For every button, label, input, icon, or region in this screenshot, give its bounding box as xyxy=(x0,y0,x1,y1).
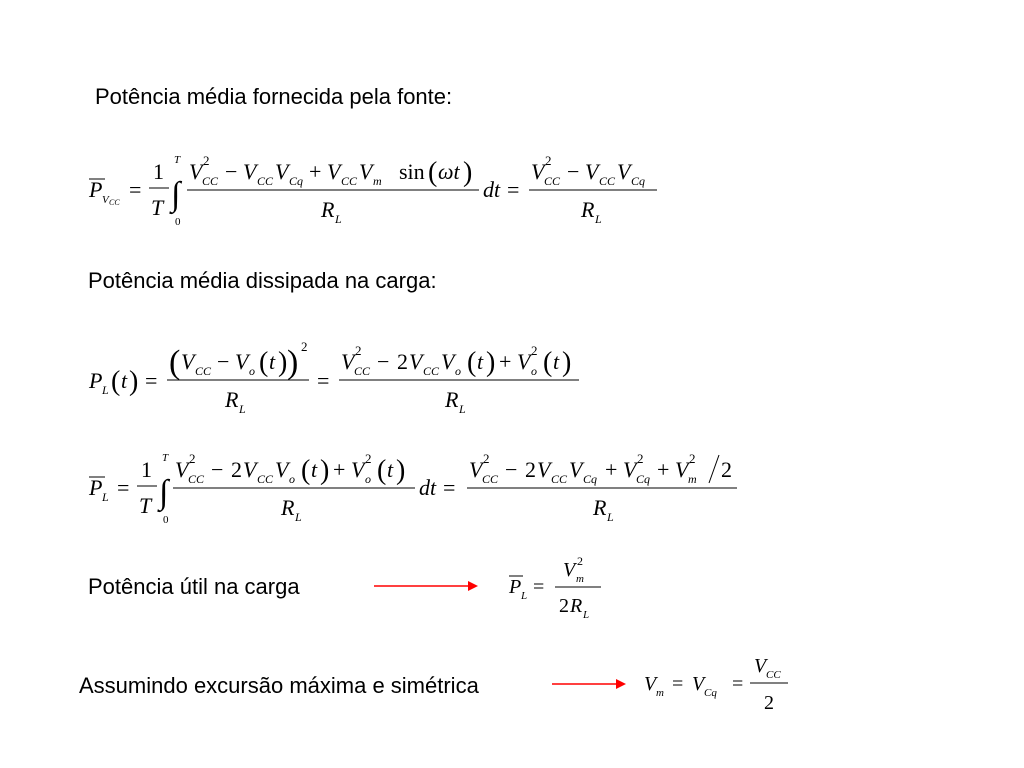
svg-text:CC: CC xyxy=(257,472,274,486)
svg-text:=: = xyxy=(533,576,545,598)
svg-text:2: 2 xyxy=(355,343,362,358)
heading-useful-power: Potência útil na carga xyxy=(88,574,300,599)
svg-text:=: = xyxy=(129,177,142,202)
svg-text:V: V xyxy=(275,159,289,184)
svg-text:−: − xyxy=(377,349,390,374)
svg-text:1: 1 xyxy=(153,159,164,184)
svg-text:CC: CC xyxy=(551,472,568,486)
svg-text:(: ( xyxy=(543,347,553,378)
svg-text:2: 2 xyxy=(721,457,732,482)
svg-text:m: m xyxy=(656,687,664,699)
svg-text:2: 2 xyxy=(483,451,490,466)
svg-text:CC: CC xyxy=(202,174,219,188)
svg-text:t: t xyxy=(311,457,318,482)
svg-text:Cq: Cq xyxy=(583,472,598,486)
svg-text:R: R xyxy=(581,197,595,222)
svg-text:): ) xyxy=(463,157,473,188)
arrow-right-icon xyxy=(372,579,482,593)
svg-text:V: V xyxy=(441,349,455,374)
svg-text:R: R xyxy=(570,595,583,617)
svg-text:V: V xyxy=(235,349,249,374)
svg-text:2: 2 xyxy=(577,556,583,568)
svg-text:∫: ∫ xyxy=(171,176,181,213)
svg-text:V: V xyxy=(275,457,289,482)
svg-text:CC: CC xyxy=(599,174,616,188)
svg-text:CC: CC xyxy=(354,364,371,378)
svg-text:P: P xyxy=(509,576,522,598)
heading-max-excursion: Assumindo excursão máxima e simétrica xyxy=(79,673,479,698)
svg-text:Cq: Cq xyxy=(289,174,304,188)
svg-text:T: T xyxy=(162,452,169,464)
svg-text:2: 2 xyxy=(689,451,696,466)
svg-text:P: P xyxy=(89,475,103,500)
svg-text:2: 2 xyxy=(764,692,774,714)
svg-text:=: = xyxy=(732,673,744,695)
svg-text:CC: CC xyxy=(188,472,205,486)
svg-text:): ) xyxy=(287,344,299,381)
svg-text:dt: dt xyxy=(483,177,501,202)
svg-text:L: L xyxy=(295,510,302,524)
eq5-glyphs xyxy=(644,655,788,714)
svg-text:−: − xyxy=(505,457,518,482)
svg-text:=: = xyxy=(443,475,456,500)
svg-text:t: t xyxy=(269,349,276,374)
svg-text:t: t xyxy=(387,457,394,482)
svg-text:T: T xyxy=(151,195,164,220)
svg-text:CC: CC xyxy=(195,364,212,378)
svg-text:(: ( xyxy=(301,455,311,486)
svg-text:V: V xyxy=(351,457,365,482)
svg-text:): ) xyxy=(129,366,139,397)
svg-text:Cq: Cq xyxy=(636,472,651,486)
svg-text:V: V xyxy=(754,655,767,677)
svg-text:L: L xyxy=(521,590,528,602)
svg-text:L: L xyxy=(335,212,342,226)
equation-source-average-power xyxy=(85,145,685,235)
svg-text:t: t xyxy=(121,368,128,393)
svg-text:CC: CC xyxy=(257,174,274,188)
svg-text:2: 2 xyxy=(531,343,538,358)
svg-text:m: m xyxy=(373,174,382,188)
eq2-glyphs xyxy=(88,339,579,416)
svg-text:L: L xyxy=(102,490,109,504)
svg-text:V: V xyxy=(563,559,576,581)
svg-text:2: 2 xyxy=(545,153,552,168)
svg-text:V: V xyxy=(644,673,657,695)
svg-text:L: L xyxy=(583,609,590,621)
svg-text:V: V xyxy=(469,457,483,482)
svg-text:CC: CC xyxy=(341,174,358,188)
svg-text:m: m xyxy=(576,573,584,585)
svg-text:Cq: Cq xyxy=(631,174,646,188)
svg-text:sin: sin xyxy=(399,159,425,184)
svg-text:(: ( xyxy=(169,344,181,381)
svg-text:=: = xyxy=(117,475,130,500)
svg-text:2: 2 xyxy=(637,451,644,466)
equation-useful-power xyxy=(505,556,615,626)
svg-text:2: 2 xyxy=(231,457,242,482)
svg-text:+: + xyxy=(499,349,512,374)
svg-text:V: V xyxy=(327,159,341,184)
svg-text:V: V xyxy=(102,194,109,206)
svg-text:R: R xyxy=(281,495,295,520)
svg-text:): ) xyxy=(562,347,572,378)
svg-text:V: V xyxy=(175,457,189,482)
svg-text:R: R xyxy=(321,197,335,222)
svg-text:(: ( xyxy=(377,455,387,486)
svg-text:+: + xyxy=(309,159,322,184)
svg-text:=: = xyxy=(145,368,158,393)
svg-text:2: 2 xyxy=(189,451,196,466)
svg-text:0: 0 xyxy=(163,514,169,526)
svg-text:V: V xyxy=(243,159,257,184)
equation-load-average-power xyxy=(85,447,765,537)
svg-text:V: V xyxy=(359,159,373,184)
svg-text:=: = xyxy=(317,368,330,393)
svg-text:2: 2 xyxy=(397,349,408,374)
svg-text:): ) xyxy=(278,347,288,378)
svg-text:(: ( xyxy=(428,157,438,188)
svg-text:m: m xyxy=(688,472,697,486)
svg-text:): ) xyxy=(396,455,406,486)
svg-text:o: o xyxy=(531,364,537,378)
svg-text:t: t xyxy=(477,349,484,374)
svg-text:L: L xyxy=(607,510,614,524)
svg-text:V: V xyxy=(341,349,355,374)
svg-text:−: − xyxy=(567,159,580,184)
svg-text:V: V xyxy=(569,457,583,482)
svg-text:V: V xyxy=(617,159,631,184)
svg-text:−: − xyxy=(225,159,238,184)
svg-text:R: R xyxy=(445,387,459,412)
svg-text:o: o xyxy=(289,472,295,486)
svg-text:V: V xyxy=(623,457,637,482)
eq4-glyphs xyxy=(508,556,601,621)
svg-text:V: V xyxy=(517,349,531,374)
equation-load-instant-power xyxy=(85,333,605,423)
svg-text:CC: CC xyxy=(109,198,120,207)
svg-text:−: − xyxy=(211,457,224,482)
svg-text:(: ( xyxy=(259,347,269,378)
svg-text:o: o xyxy=(365,472,371,486)
svg-text:): ) xyxy=(320,455,330,486)
svg-text:V: V xyxy=(692,673,705,695)
arrow-right-icon xyxy=(550,677,630,691)
svg-text:V: V xyxy=(243,457,257,482)
svg-text:V: V xyxy=(531,159,545,184)
svg-text:R: R xyxy=(225,387,239,412)
svg-text:∫: ∫ xyxy=(159,474,169,511)
svg-text:L: L xyxy=(459,402,466,416)
svg-text:L: L xyxy=(595,212,602,226)
svg-text:dt: dt xyxy=(419,475,437,500)
svg-text:V: V xyxy=(675,457,689,482)
svg-text:−: − xyxy=(217,349,230,374)
svg-text:CC: CC xyxy=(766,669,781,681)
svg-text:2: 2 xyxy=(559,595,569,617)
eq1-glyphs xyxy=(88,153,657,228)
svg-text:o: o xyxy=(455,364,461,378)
svg-text:R: R xyxy=(593,495,607,520)
heading-power-load: Potência média dissipada na carga: xyxy=(88,268,437,293)
svg-text:t: t xyxy=(553,349,560,374)
svg-text:CC: CC xyxy=(423,364,440,378)
svg-text:CC: CC xyxy=(544,174,561,188)
equation-max-excursion xyxy=(640,652,800,722)
svg-text:0: 0 xyxy=(175,216,181,228)
svg-text:V: V xyxy=(189,159,203,184)
svg-text:ωt: ωt xyxy=(438,159,460,184)
svg-text:T: T xyxy=(139,493,152,518)
svg-text:=: = xyxy=(672,673,684,695)
svg-text:P: P xyxy=(89,368,103,393)
svg-text:2: 2 xyxy=(365,451,372,466)
svg-text:T: T xyxy=(174,154,181,166)
eq3-glyphs xyxy=(88,451,737,526)
svg-text:CC: CC xyxy=(482,472,499,486)
svg-text:): ) xyxy=(486,347,496,378)
svg-text:(: ( xyxy=(111,366,121,397)
svg-text:+: + xyxy=(605,457,618,482)
svg-text:V: V xyxy=(409,349,423,374)
svg-text:o: o xyxy=(249,364,255,378)
svg-text:P: P xyxy=(89,177,103,202)
heading-power-source: Potência média fornecida pela fonte: xyxy=(95,84,453,109)
svg-text:2: 2 xyxy=(203,153,210,168)
svg-text:(: ( xyxy=(467,347,477,378)
svg-text:2: 2 xyxy=(525,457,536,482)
svg-text:V: V xyxy=(585,159,599,184)
svg-text:2: 2 xyxy=(301,339,308,354)
svg-text:+: + xyxy=(333,457,346,482)
svg-text:1: 1 xyxy=(141,457,152,482)
svg-text:L: L xyxy=(239,402,246,416)
svg-text:Cq: Cq xyxy=(704,687,717,699)
svg-text:+: + xyxy=(657,457,670,482)
svg-text:=: = xyxy=(507,177,520,202)
svg-text:V: V xyxy=(181,349,195,374)
svg-text:V: V xyxy=(537,457,551,482)
svg-text:L: L xyxy=(102,383,109,397)
